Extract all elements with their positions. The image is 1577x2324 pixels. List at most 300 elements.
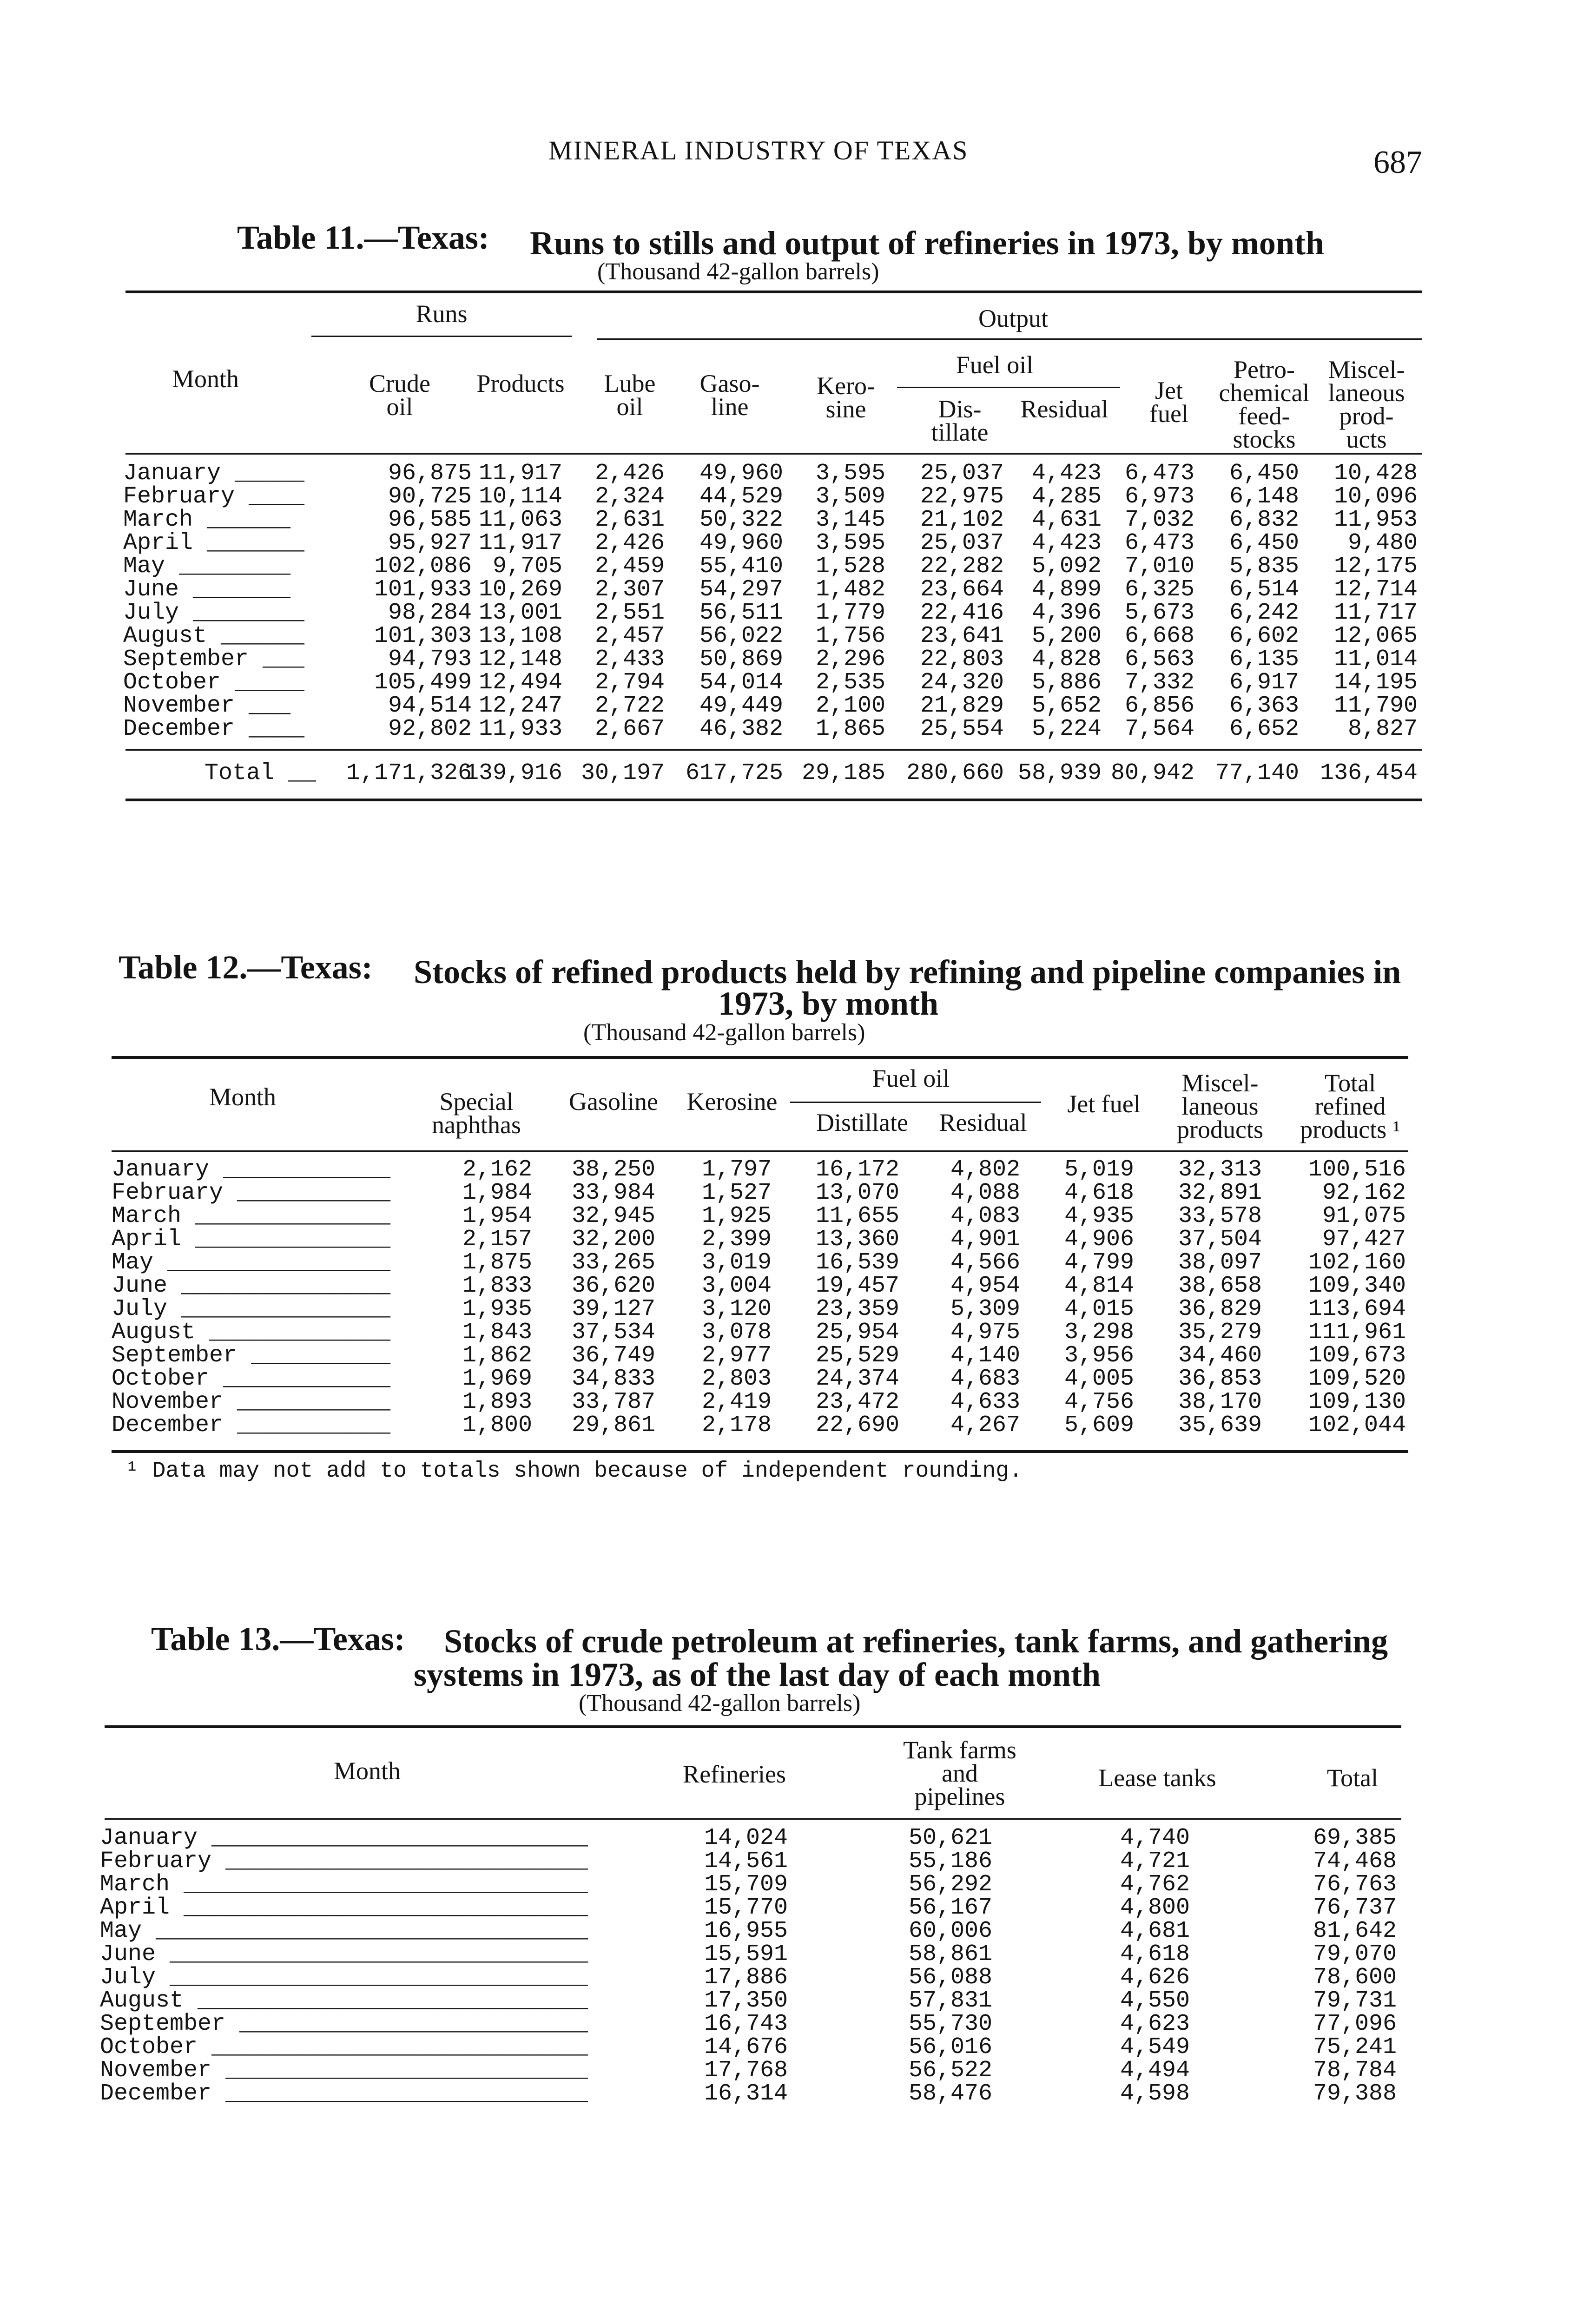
table-cell: 23,641 (920, 623, 1004, 649)
table-cell: 3,145 (815, 507, 885, 533)
table-12-header-total: Total refined products ¹ (1300, 1069, 1400, 1143)
table-cell: 78,600 (1313, 1964, 1397, 1991)
table-cell: 2,794 (594, 669, 665, 696)
table-12-header-miscellaneous: Miscel- laneous products (1177, 1069, 1263, 1143)
table-cell: 12,247 (478, 693, 562, 719)
table-13-label: Table 13.—Texas: (151, 1620, 405, 1657)
table-12-body (112, 1156, 1413, 1439)
total-cell: 280,660 (906, 760, 1004, 786)
table-cell: 2,426 (594, 460, 665, 487)
table-cell: 101,933 (374, 576, 472, 603)
table-cell: 54,297 (699, 576, 783, 603)
table-row (112, 1273, 1413, 1299)
table-cell: 1,984 (462, 1180, 532, 1206)
table-13-header-total: Total (1326, 1764, 1379, 1792)
table-row (100, 1825, 1406, 1851)
table-cell: 33,787 (571, 1389, 655, 1415)
table-cell: 4,423 (1031, 530, 1102, 556)
total-cell: 30,197 (581, 760, 665, 786)
row-month: October ____________ (112, 1366, 391, 1392)
table-cell: 1,935 (462, 1296, 532, 1322)
table-cell: 36,749 (571, 1342, 655, 1369)
table-cell: 5,200 (1031, 623, 1102, 649)
table-cell: 96,875 (388, 460, 472, 487)
running-head: MINERAL INDUSTRY OF TEXAS (548, 135, 969, 165)
table-cell: 2,667 (594, 716, 665, 742)
table-cell: 1,862 (462, 1342, 532, 1369)
table-cell: 15,709 (704, 1871, 788, 1898)
table-cell: 22,975 (920, 483, 1004, 510)
table-12-header-residual: Residual (939, 1109, 1027, 1136)
table-cell: 6,363 (1229, 693, 1299, 719)
total-cell: 80,942 (1110, 760, 1194, 786)
table-cell: 79,070 (1313, 1941, 1397, 1967)
total-cell: 29,185 (801, 760, 885, 786)
table-row (123, 716, 1425, 742)
table-cell: 56,511 (699, 600, 783, 626)
table-row (112, 1342, 1413, 1369)
table-cell: 5,886 (1031, 669, 1102, 696)
table-cell: 1,954 (462, 1203, 532, 1229)
table-cell: 98,284 (388, 600, 472, 626)
table-cell: 25,037 (920, 460, 1004, 487)
table-cell: 6,832 (1229, 507, 1299, 533)
table-cell: 35,279 (1178, 1319, 1262, 1346)
table-cell: 14,195 (1333, 669, 1418, 696)
table-cell: 1,482 (815, 576, 885, 603)
table-cell: 2,631 (594, 507, 665, 533)
table-cell: 4,285 (1031, 483, 1102, 510)
table-cell: 34,833 (571, 1366, 655, 1392)
table-cell: 4,935 (1064, 1203, 1134, 1229)
table-row (100, 1987, 1406, 2014)
table-cell: 14,561 (704, 1848, 788, 1875)
table-cell: 2,535 (815, 669, 885, 696)
table-cell: 60,006 (908, 1918, 992, 1944)
table-cell: 2,307 (594, 576, 665, 603)
table-cell: 38,250 (571, 1156, 655, 1183)
table-cell: 113,694 (1308, 1296, 1406, 1322)
table-cell: 4,975 (950, 1319, 1020, 1346)
table-cell: 12,494 (478, 669, 562, 696)
table-row (123, 507, 1425, 533)
table-cell: 11,014 (1333, 646, 1418, 673)
table-cell: 6,473 (1124, 460, 1194, 487)
row-month: February ____ (123, 483, 305, 510)
table-row (112, 1226, 1413, 1253)
table-cell: 10,428 (1333, 460, 1418, 487)
row-month: October _____ (123, 669, 305, 696)
row-month: July ________ (123, 600, 305, 626)
table-cell: 36,853 (1178, 1366, 1262, 1392)
table-cell: 2,459 (594, 553, 665, 580)
table-cell: 2,419 (701, 1389, 772, 1415)
table-cell: 55,186 (908, 1848, 992, 1875)
table-cell: 4,899 (1031, 576, 1102, 603)
table-row (123, 693, 1425, 719)
table-cell: 2,722 (594, 693, 665, 719)
table-row (123, 576, 1425, 603)
table-cell: 6,668 (1124, 623, 1194, 649)
row-month: November __________________________ (100, 2057, 588, 2084)
table-cell: 81,642 (1313, 1918, 1397, 1944)
table-cell: 4,015 (1064, 1296, 1134, 1322)
table-cell: 5,309 (950, 1296, 1020, 1322)
table-cell: 12,714 (1333, 576, 1418, 603)
table-cell: 15,591 (704, 1941, 788, 1967)
table-cell: 94,514 (388, 693, 472, 719)
table-13-header-refineries: Refineries (683, 1760, 786, 1788)
table-13-title-line-1: Stocks of crude petroleum at refineries, tank farms, and gathering (444, 1623, 1388, 1660)
row-month: September __________ (112, 1342, 391, 1369)
table-cell: 3,298 (1064, 1319, 1134, 1346)
table-12-title-line-1: Stocks of refined products held by refining and pipeline companies in (414, 953, 1401, 990)
table-cell: 6,973 (1124, 483, 1194, 510)
table-cell: 12,148 (478, 646, 562, 673)
table-cell: 6,135 (1229, 646, 1299, 673)
table-11-total-row (123, 760, 1425, 788)
table-cell: 32,200 (571, 1226, 655, 1253)
table-cell: 56,167 (908, 1895, 992, 1921)
table-cell: 11,063 (478, 507, 562, 533)
table-cell: 4,681 (1120, 1918, 1190, 1944)
page-number: 687 (1373, 145, 1422, 180)
table-cell: 8,827 (1347, 716, 1418, 742)
table-cell: 56,016 (908, 2034, 992, 2060)
table-cell: 4,631 (1031, 507, 1102, 533)
table-cell: 7,010 (1124, 553, 1194, 580)
table-row (123, 600, 1425, 626)
table-cell: 11,917 (478, 460, 562, 487)
table-cell: 5,652 (1031, 693, 1102, 719)
table-cell: 100,516 (1308, 1156, 1406, 1183)
table-cell: 13,070 (815, 1180, 899, 1206)
table-cell: 13,108 (478, 623, 562, 649)
table-cell: 2,551 (594, 600, 665, 626)
table-cell: 2,977 (701, 1342, 772, 1369)
table-cell: 7,564 (1124, 716, 1194, 742)
table-cell: 1,528 (815, 553, 885, 580)
table-11-label: Table 11.—Texas: (237, 219, 489, 256)
row-month: March _____________________________ (100, 1871, 588, 1898)
table-cell: 29,861 (571, 1412, 655, 1439)
table-cell: 25,954 (815, 1319, 899, 1346)
table-12-bottom-rule (112, 1450, 1408, 1453)
table-cell: 5,673 (1124, 600, 1194, 626)
table-cell: 34,460 (1178, 1342, 1262, 1369)
table-cell: 5,019 (1064, 1156, 1134, 1183)
table-cell: 1,875 (462, 1249, 532, 1276)
table-cell: 36,620 (571, 1273, 655, 1299)
row-month: April _______ (123, 530, 305, 556)
table-cell: 79,388 (1313, 2080, 1397, 2107)
table-11-total-rule (125, 749, 1422, 751)
table-cell: 1,969 (462, 1366, 532, 1392)
total-cell: 58,939 (1017, 760, 1102, 786)
table-cell: 32,313 (1178, 1156, 1262, 1183)
table-cell: 3,120 (701, 1296, 772, 1322)
row-month: September ___ (123, 646, 305, 673)
table-row (100, 1895, 1406, 1921)
table-cell: 6,563 (1124, 646, 1194, 673)
table-13-header-rule (105, 1818, 1401, 1820)
table-cell: 33,578 (1178, 1203, 1262, 1229)
table-cell: 23,472 (815, 1389, 899, 1415)
table-cell: 11,717 (1333, 600, 1418, 626)
table-row (112, 1389, 1413, 1415)
table-12-top-rule (112, 1056, 1408, 1059)
table-cell: 6,473 (1124, 530, 1194, 556)
table-cell: 3,595 (815, 530, 885, 556)
table-cell: 55,730 (908, 2011, 992, 2037)
row-month: February ___________ (112, 1180, 391, 1206)
table-cell: 33,984 (571, 1180, 655, 1206)
table-12-title-line-2: 1973, by month (718, 985, 939, 1022)
table-cell: 76,737 (1313, 1895, 1397, 1921)
table-cell: 16,314 (704, 2080, 788, 2107)
table-cell: 24,374 (815, 1366, 899, 1392)
table-cell: 4,740 (1120, 1825, 1190, 1851)
table-cell: 6,602 (1229, 623, 1299, 649)
table-cell: 17,886 (704, 1964, 788, 1991)
table-cell: 4,626 (1120, 1964, 1190, 1991)
row-month: September _________________________ (100, 2011, 588, 2037)
table-cell: 39,127 (571, 1296, 655, 1322)
table-row (100, 1918, 1406, 1944)
table-cell: 109,520 (1308, 1366, 1406, 1392)
table-cell: 38,097 (1178, 1249, 1262, 1276)
table-cell: 37,504 (1178, 1226, 1262, 1253)
table-11-header-rule (125, 453, 1422, 455)
table-row (112, 1296, 1413, 1322)
table-cell: 38,170 (1178, 1389, 1262, 1415)
table-row (112, 1319, 1413, 1346)
table-12-footnote: ¹ Data may not add to totals shown because of independent rounding. (125, 1459, 1023, 1484)
table-cell: 10,096 (1333, 483, 1418, 510)
table-cell: 4,799 (1064, 1249, 1134, 1276)
table-cell: 49,960 (699, 530, 783, 556)
table-row (100, 1941, 1406, 1967)
table-13-body (100, 1825, 1406, 2107)
total-cell: 1,171,326 (346, 760, 472, 786)
row-month: February __________________________ (100, 1848, 588, 1875)
table-cell: 111,961 (1308, 1319, 1406, 1346)
table-cell: 33,265 (571, 1249, 655, 1276)
table-cell: 4,901 (950, 1226, 1020, 1253)
row-month: October ___________________________ (100, 2034, 588, 2060)
table-cell: 17,350 (704, 1987, 788, 2014)
table-cell: 1,833 (462, 1273, 532, 1299)
table-cell: 15,770 (704, 1895, 788, 1921)
table-cell: 105,499 (374, 669, 472, 696)
table-cell: 1,797 (701, 1156, 772, 1183)
total-cell: 77,140 (1215, 760, 1299, 786)
table-cell: 58,476 (908, 2080, 992, 2107)
table-12-header-gasoline: Gasoline (569, 1088, 658, 1116)
table-cell: 74,468 (1313, 1848, 1397, 1875)
table-cell: 16,955 (704, 1918, 788, 1944)
table-cell: 4,598 (1120, 2080, 1190, 2107)
table-cell: 2,457 (594, 623, 665, 649)
table-cell: 10,269 (478, 576, 562, 603)
table-cell: 32,891 (1178, 1180, 1262, 1206)
table-cell: 36,829 (1178, 1296, 1262, 1322)
table-cell: 4,550 (1120, 1987, 1190, 2014)
table-12-header-special-naphthas: Special naphthas (432, 1088, 521, 1139)
table-row (123, 646, 1425, 673)
table-cell: 3,019 (701, 1249, 772, 1276)
table-row (112, 1156, 1413, 1183)
table-cell: 56,022 (699, 623, 783, 649)
table-cell: 25,037 (920, 530, 1004, 556)
table-cell: 4,088 (950, 1180, 1020, 1206)
table-cell: 1,865 (815, 716, 885, 742)
table-cell: 50,621 (908, 1825, 992, 1851)
table-cell: 54,014 (699, 669, 783, 696)
table-cell: 55,410 (699, 553, 783, 580)
table-cell: 4,906 (1064, 1226, 1134, 1253)
table-cell: 56,292 (908, 1871, 992, 1898)
table-cell: 17,768 (704, 2057, 788, 2084)
table-11-runs-rule (311, 336, 572, 337)
table-cell: 4,814 (1064, 1273, 1134, 1299)
table-cell: 6,917 (1229, 669, 1299, 696)
table-cell: 57,831 (908, 1987, 992, 2014)
table-cell: 101,303 (374, 623, 472, 649)
table-13-top-rule (105, 1725, 1401, 1728)
table-11-body (123, 460, 1425, 742)
table-row (123, 669, 1425, 696)
table-cell: 4,423 (1031, 460, 1102, 487)
table-cell: 49,960 (699, 460, 783, 487)
table-cell: 21,102 (920, 507, 1004, 533)
table-11-header-products: Products (476, 370, 565, 397)
table-cell: 2,100 (815, 693, 885, 719)
table-row (112, 1203, 1413, 1229)
table-cell: 3,509 (815, 483, 885, 510)
table-12-fuel-oil-rule (790, 1102, 1041, 1103)
table-cell: 76,763 (1313, 1871, 1397, 1898)
table-cell: 25,554 (920, 716, 1004, 742)
table-cell: 6,148 (1229, 483, 1299, 510)
table-12-header-jet-fuel: Jet fuel (1067, 1090, 1141, 1118)
table-12-header-month: Month (209, 1083, 277, 1111)
table-cell: 2,399 (701, 1226, 772, 1253)
row-month: December ___________ (112, 1412, 391, 1439)
table-cell: 2,426 (594, 530, 665, 556)
table-cell: 109,673 (1308, 1342, 1406, 1369)
table-cell: 4,618 (1120, 1941, 1190, 1967)
row-month: June ______________________________ (100, 1941, 588, 1967)
table-11-subtitle: (Thousand 42-gallon barrels) (597, 258, 879, 285)
table-cell: 4,762 (1120, 1871, 1190, 1898)
table-11-header-crude-oil: Crude oil (369, 370, 430, 421)
table-cell: 4,633 (950, 1389, 1020, 1415)
table-cell: 25,529 (815, 1342, 899, 1369)
table-cell: 16,172 (815, 1156, 899, 1183)
row-month: January _____ (123, 460, 305, 487)
table-cell: 3,595 (815, 460, 885, 487)
table-cell: 4,618 (1064, 1180, 1134, 1206)
table-cell: 90,725 (388, 483, 472, 510)
row-month: May ________ (123, 553, 291, 580)
table-11-header-lube-oil: Lube oil (604, 370, 656, 421)
table-cell: 4,800 (1120, 1895, 1190, 1921)
table-row (100, 1848, 1406, 1875)
row-month: April ______________ (112, 1226, 391, 1253)
row-month: November ___ (123, 693, 291, 719)
table-cell: 96,585 (388, 507, 472, 533)
table-cell: 35,639 (1178, 1412, 1262, 1439)
row-month: January ____________ (112, 1156, 391, 1183)
table-cell: 22,803 (920, 646, 1004, 673)
table-cell: 69,385 (1313, 1825, 1397, 1851)
table-cell: 16,743 (704, 2011, 788, 2037)
table-cell: 6,514 (1229, 576, 1299, 603)
table-row (112, 1249, 1413, 1276)
table-row (112, 1180, 1413, 1206)
table-11-fuel-oil-rule (897, 387, 1120, 388)
row-month: March ______________ (112, 1203, 391, 1229)
table-cell: 2,162 (462, 1156, 532, 1183)
table-cell: 1,800 (462, 1412, 532, 1439)
table-11-header-gasoline: Gaso- line (699, 370, 760, 421)
table-cell: 6,325 (1124, 576, 1194, 603)
row-month: December __________________________ (100, 2080, 588, 2107)
table-cell: 5,092 (1031, 553, 1102, 580)
table-cell: 92,162 (1322, 1180, 1406, 1206)
table-row (123, 483, 1425, 510)
table-cell: 109,130 (1308, 1389, 1406, 1415)
table-row (123, 553, 1425, 580)
table-cell: 56,088 (908, 1964, 992, 1991)
table-cell: 6,450 (1229, 460, 1299, 487)
table-cell: 3,078 (701, 1319, 772, 1346)
row-month: August ______ (123, 623, 305, 649)
table-cell: 102,086 (374, 553, 472, 580)
table-11-header-month: Month (172, 365, 239, 393)
table-13-title-line-2: systems in 1973, as of the last day of each month (414, 1656, 1101, 1693)
table-11-top-rule (125, 290, 1422, 293)
total-label: Total __ (205, 760, 317, 786)
table-cell: 4,623 (1120, 2011, 1190, 2037)
table-row (112, 1366, 1413, 1392)
table-11-output-rule (597, 338, 1422, 340)
table-cell: 1,925 (701, 1203, 772, 1229)
table-cell: 6,652 (1229, 716, 1299, 742)
table-cell: 22,282 (920, 553, 1004, 580)
table-cell: 49,449 (699, 693, 783, 719)
table-cell: 9,705 (492, 553, 562, 580)
row-month: May ________________ (112, 1249, 391, 1276)
total-cell: 617,725 (685, 760, 783, 786)
row-month: August ____________________________ (100, 1987, 588, 2014)
table-cell: 2,433 (594, 646, 665, 673)
table-cell: 1,527 (701, 1180, 772, 1206)
table-cell: 16,539 (815, 1249, 899, 1276)
table-cell: 56,522 (908, 2057, 992, 2084)
table-cell: 12,175 (1333, 553, 1418, 580)
table-cell: 94,793 (388, 646, 472, 673)
table-cell: 4,549 (1120, 2034, 1190, 2060)
table-12-header-rule (112, 1150, 1408, 1152)
table-cell: 37,534 (571, 1319, 655, 1346)
row-month: June _______________ (112, 1273, 391, 1299)
table-cell: 95,927 (388, 530, 472, 556)
table-row (100, 2080, 1406, 2107)
table-13-subtitle: (Thousand 42-gallon barrels) (579, 1690, 861, 1717)
table-cell: 2,803 (701, 1366, 772, 1392)
